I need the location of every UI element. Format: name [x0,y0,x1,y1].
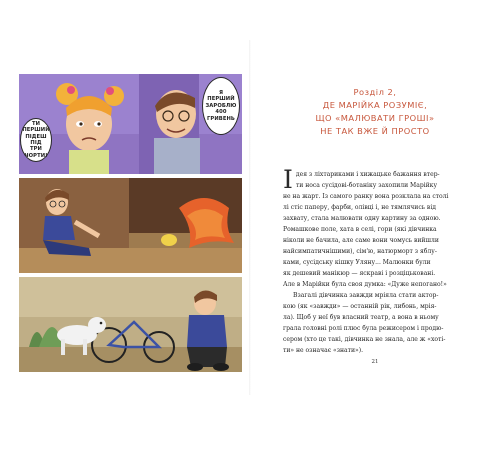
text-line: лі стіс паперу, фарби, олівці і, не тямлячись від [283,204,436,211]
text-line: ніколи не бачила, але саме вони чомусь вийшли [283,237,439,244]
comic-panel-1 [19,74,242,174]
text-line: ти» не означає «знати»). [283,347,364,354]
text-line: Але в Марійки була своя думка: «Дуже непогано!» [283,281,447,288]
drop-cap: І [283,165,293,194]
chapter-body-text [283,165,467,356]
text-line: кою (як «завжди» — останній рік, либонь, мрія- [283,303,437,310]
comic-panel-2 [19,178,242,273]
text-line: захвату, стала малювати одну картину за одною. [283,215,441,222]
chapter-heading-line: ЩО «МАЛЮВАТИ ГРОШІ» [315,113,435,123]
text-line: Ромашкове поле, хата в селі, гори (які дівчинка [283,226,437,233]
comic-page [19,74,242,372]
text-line: ла). Щоб у неї був власний театр, а вона в ньому [283,314,439,321]
page-number: 21 [371,359,379,365]
speech-bubble-girl: ТИ ПЕРШИЙ ПІДЕШ ПІД ТРИ ЧОРТИ! [20,118,52,162]
chapter-heading-line: ДЕ МАРІЙКА РОЗУМІЄ, [322,100,428,110]
text-line: найсимпатичнішими), сім'ю, натюрморт з яблу- [283,248,437,255]
text-line: дея з ліхтариками і хижацьке бажання втер- [295,171,440,178]
right-page [250,0,500,450]
text-line: ти носа сусідові-ботаніку захопили Марійку [295,182,438,189]
panel-3-illustration [19,277,242,372]
text-line: сером (хто це такі, дівчинка не знала, але ж «хоті- [283,336,446,343]
panel-2-illustration [19,178,242,273]
text-line: не на жарт. Із самого ранку вона розклала на столі [283,193,449,200]
text-line: Взагалі дівчинка завжди мріяла стати актор- [293,292,439,299]
chapter-heading [274,86,476,138]
speech-bubble-boy: Я ПЕРШИЙ ЗАРОБЛЮ 400 ГРИВЕНЬ [202,77,240,135]
text-line: ками, сусідську кішку Уляну... Малюнки були [283,259,431,266]
chapter-heading-line: НЕ ТАК ВЖЕ Й ПРОСТО [320,126,430,136]
comic-panel-3 [19,277,242,372]
chapter-heading-line: Розділ 2, [353,87,397,97]
text-line: грала головні ролі плюс була режисером і продю- [283,325,444,332]
text-line: як дешевий манікюр — яскраві і розціцьковані. [283,270,436,277]
